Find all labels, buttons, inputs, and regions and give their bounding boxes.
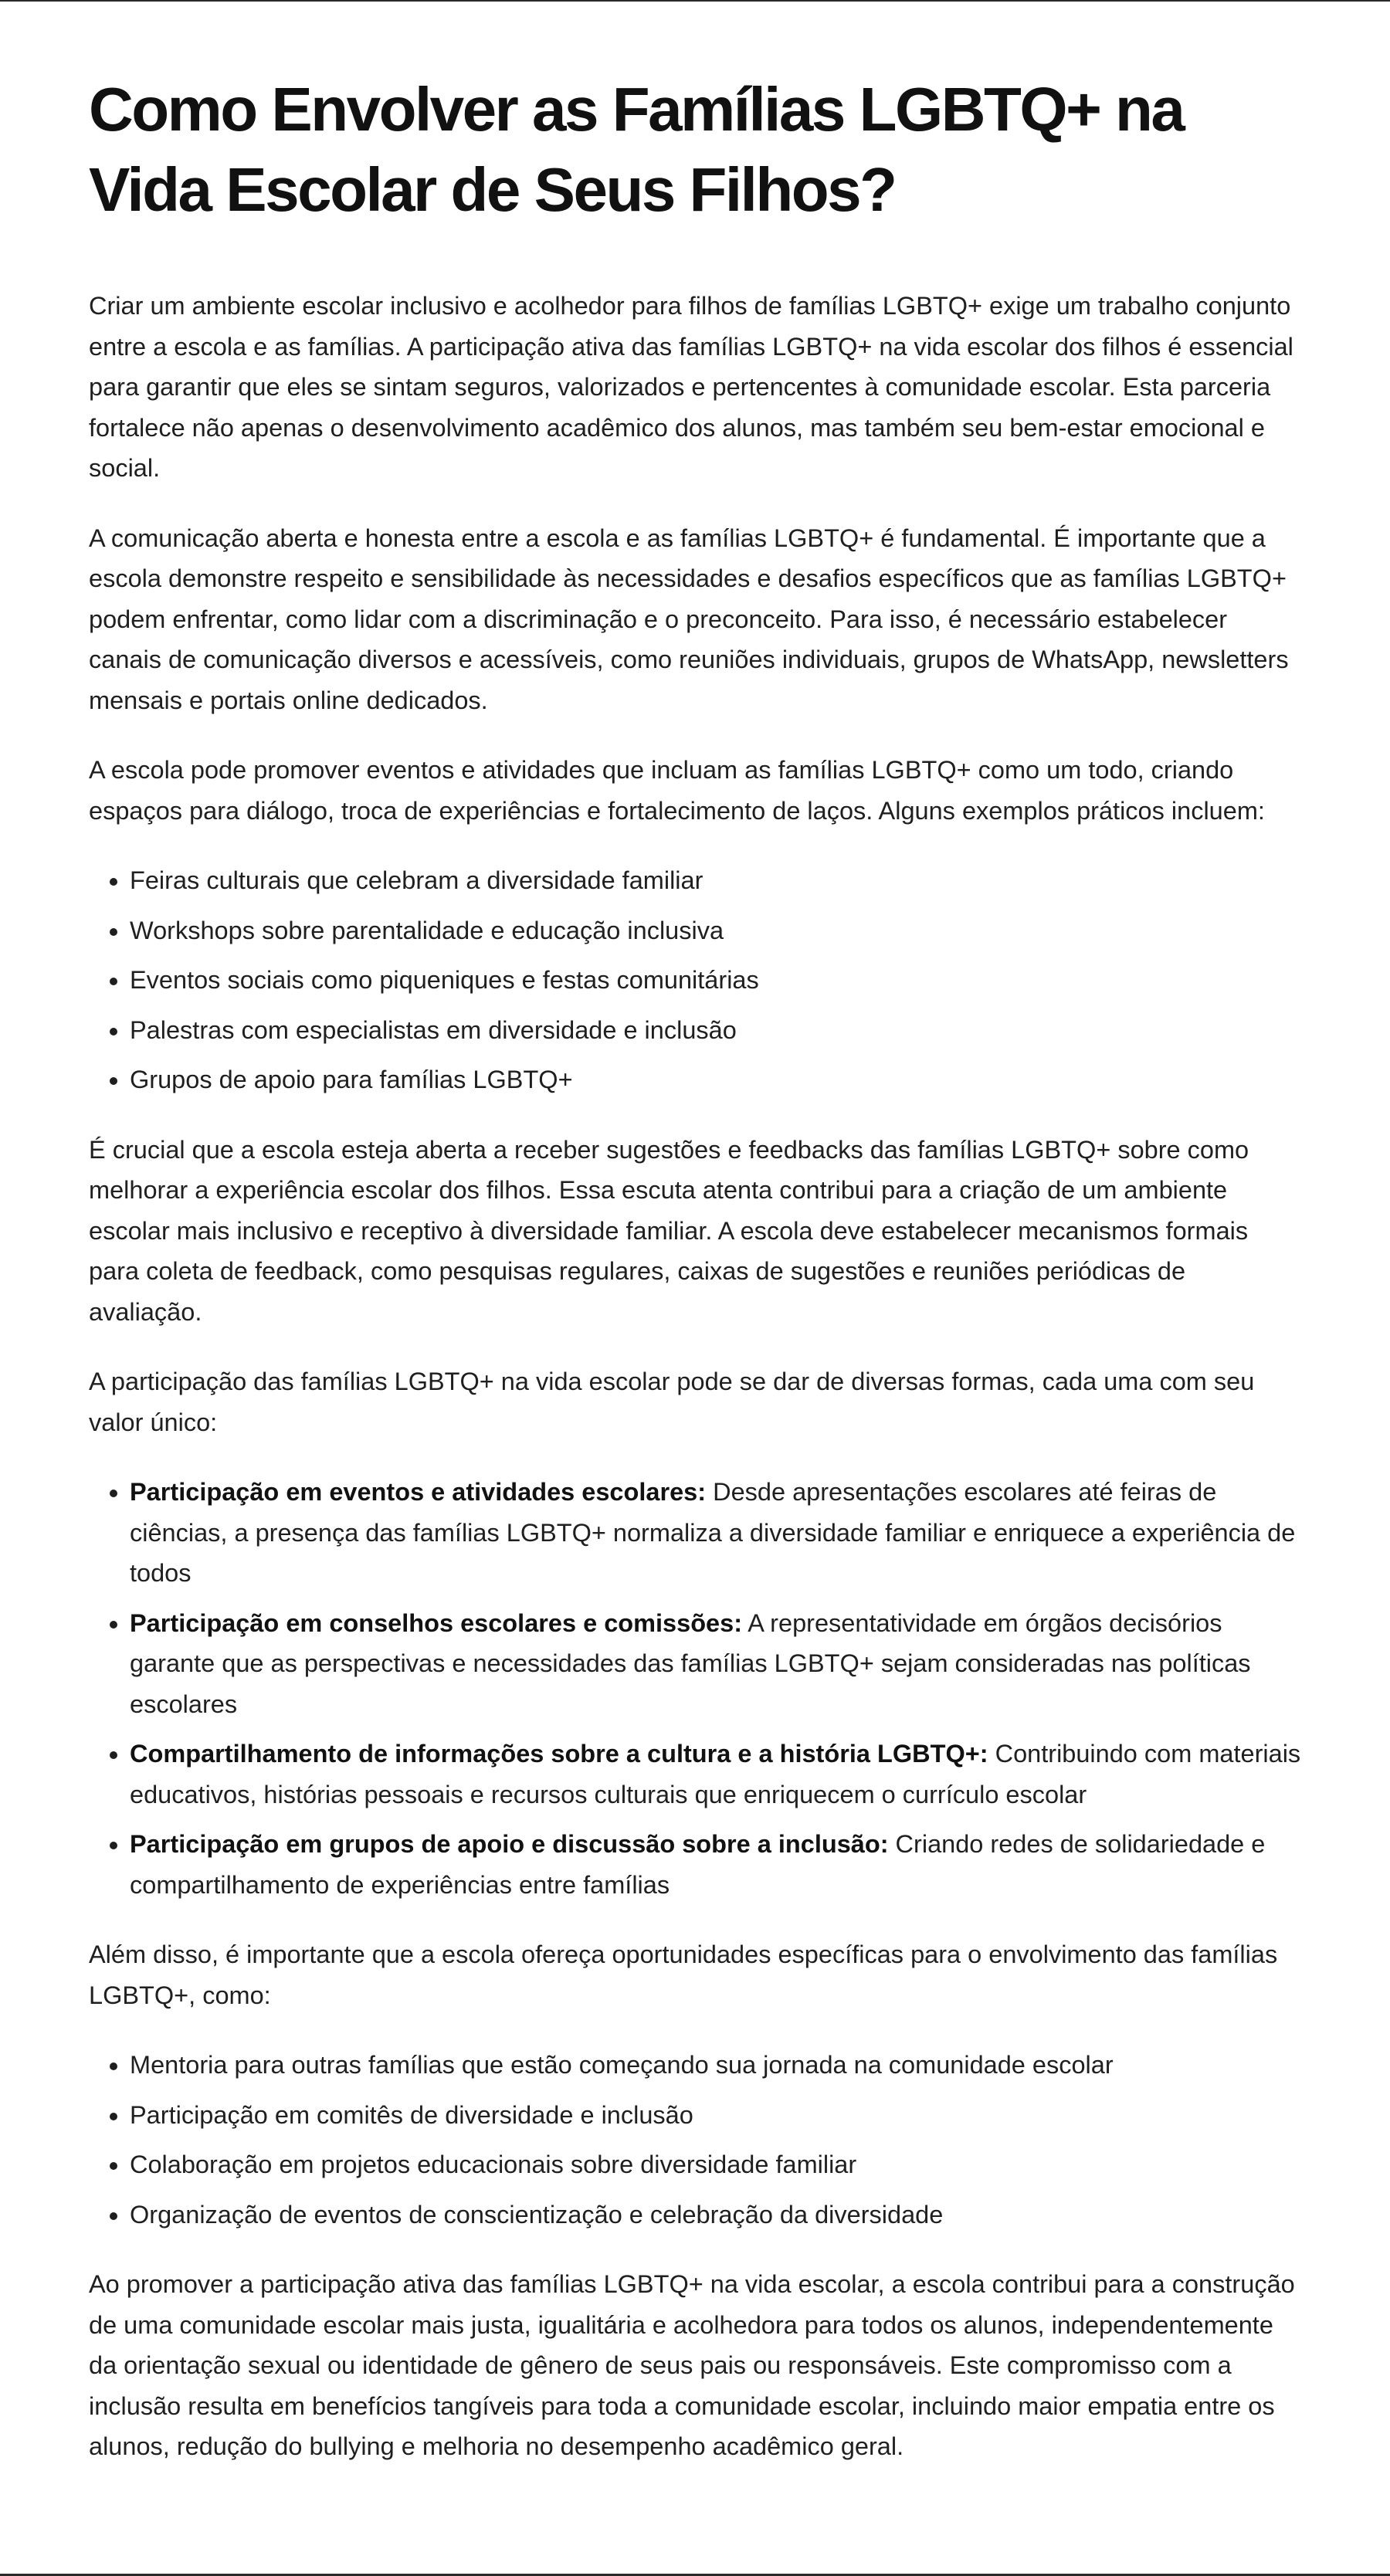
list-item: • Organização de eventos de conscientização e celebração da diversidade [130, 2195, 1305, 2235]
list-item [130, 1603, 1305, 1725]
feedback-paragraph: É crucial que a escola esteja aberta a receber sugestões e feedbacks das famílias LGBTQ+ sobre como melhorar a experiência escolar dos filhos. Essa escuta atenta contribui para a criação de um ambiente escolar mais inclusivo e receptivo à diversidade familiar. A escola deve estabelecer mecanismos formais para coleta de feedback, como pesquisas regulares, caixas de sugestões e reuniões periódicas de avaliação. [89, 1135, 1249, 1326]
list-item-label: Participação em grupos de apoio e discussão sobre a inclusão: [130, 1830, 889, 1858]
participation-list [89, 1472, 1305, 1905]
communication-paragraph: A comunicação aberta e honesta entre a escola e as famílias LGBTQ+ é fundamental. É importante que a escola demonstre respeito e sensibilidade às necessidades e desafios específicos que as famílias LGBTQ+ podem enfrentar, como lidar com a discriminação e o preconceito. Para isso, é necessário estabelecer canais de comunicação diversos e acessíveis, como reuniões individuais, grupos de WhatsApp, newsletters mensais e portais online dedicados. [89, 524, 1289, 714]
list-item: • Eventos sociais como piqueniques e festas comunitárias [130, 960, 1305, 1001]
top-border [0, 0, 1390, 2]
list-item-label: Participação em eventos e atividades escolares: [130, 1478, 707, 1506]
events-list [89, 860, 1305, 1100]
events-intro-paragraph: A escola pode promover eventos e atividades que incluam as famílias LGBTQ+ como um todo, criando espaços para diálogo, troca de experiências e fortalecimento de laços. Alguns exemplos práticos incluem: [89, 756, 1265, 825]
page-title: Como Envolver as Famílias LGBTQ+ na Vida Escolar de Seus Filhos? [89, 75, 1184, 224]
list-item: • Palestras com especialistas em diversidade e inclusão [130, 1010, 1305, 1051]
article [89, 69, 1305, 2496]
list-item [130, 1734, 1305, 1815]
opportunities-intro-paragraph: Além disso, é importante que a escola ofereça oportunidades específicas para o envolvimento das famílias LGBTQ+, como: [89, 1940, 1278, 2009]
list-item: • Colaboração em projetos educacionais sobre diversidade familiar [130, 2144, 1305, 2185]
list-item-text: Contribuindo com materiais educativos, histórias pessoais e recursos culturais que enriquecem o currículo escolar [130, 1740, 1301, 1808]
list-item: • Participação em comitês de diversidade e inclusão [130, 2095, 1305, 2136]
intro-paragraph: Criar um ambiente escolar inclusivo e acolhedor para filhos de famílias LGBTQ+ exige um trabalho conjunto entre a escola e as famílias. A participação ativa das famílias LGBTQ+ na vida escolar dos filhos é essencial para garantir que eles se sintam seguros, valorizados e pertencentes à comunidade escolar. Esta parceria fortalece não apenas o desenvolvimento acadêmico dos alunos, mas também seu bem-estar emocional e social. [89, 292, 1293, 482]
list-item-label: Compartilhamento de informações sobre a cultura e a história LGBTQ+: [130, 1740, 988, 1768]
list-item: • Mentoria para outras famílias que estão começando sua jornada na comunidade escolar [130, 2045, 1305, 2086]
list-item-text: Criando redes de solidariedade e compartilhamento de experiências entre famílias [130, 1830, 1266, 1899]
participation-intro-paragraph: A participação das famílias LGBTQ+ na vida escolar pode se dar de diversas formas, cada uma com seu valor único: [89, 1368, 1255, 1436]
list-item [130, 1824, 1305, 1905]
list-item: • Feiras culturais que celebram a diversidade familiar [130, 860, 1305, 901]
opportunities-list [89, 2045, 1305, 2235]
conclusion-paragraph: Ao promover a participação ativa das famílias LGBTQ+ na vida escolar, a escola contribui para a construção de uma comunidade escolar mais justa, igualitária e acolhedora para todos os alunos, independentemente da orientação sexual ou identidade de gênero de seus pais ou responsáveis. Este compromisso com a inclusão resulta em benefícios tangíveis para toda a comunidade escolar, incluindo maior empatia entre os alunos, redução do bullying e melhoria no desempenho acadêmico geral. [89, 2270, 1295, 2460]
list-item-label: Participação em conselhos escolares e comissões: [130, 1608, 743, 1637]
list-item-text: A representatividade em órgãos decisórios garante que as perspectivas e necessidades das famílias LGBTQ+ sejam consideradas nas políticas escolares [130, 1608, 1251, 1718]
list-item: • Grupos de apoio para famílias LGBTQ+ [130, 1059, 1305, 1100]
list-item [130, 1472, 1305, 1594]
list-item-text: Desde apresentações escolares até feiras de ciências, a presença das famílias LGBTQ+ normaliza a diversidade familiar e enriquece a experiência de todos [130, 1478, 1296, 1587]
list-item: • Workshops sobre parentalidade e educação inclusiva [130, 910, 1305, 951]
